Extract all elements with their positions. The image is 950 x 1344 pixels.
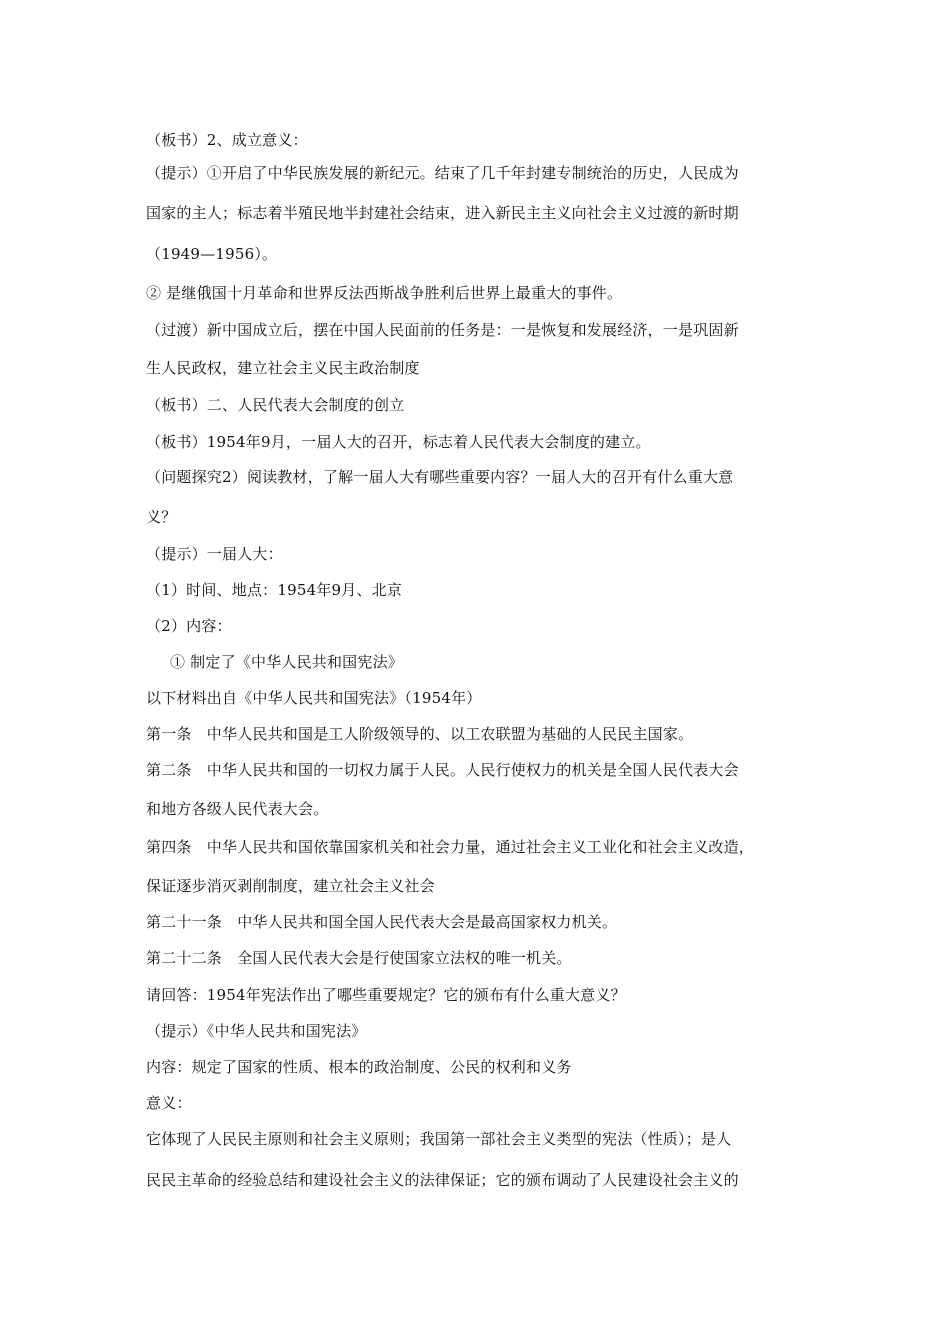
text-line: 请回答：1954年宪法作出了哪些重要规定？它的颁布有什么重大意义？ xyxy=(146,986,626,1004)
text-line: ② 是继俄国十月革命和世界反法西斯战争胜利后世界上最重大的事件。 xyxy=(146,284,623,302)
text-line: 民民主革命的经验总结和建设社会主义的法律保证；它的颁布调动了人民建设社会主义的 xyxy=(146,1171,739,1189)
text-line: （板书）二、人民代表大会制度的创立 xyxy=(146,396,405,414)
text-line: 义？ xyxy=(146,508,177,526)
text-line: ① 制定了《中华人民共和国宪法》 xyxy=(170,653,403,671)
text-line: 和地方各级人民代表大会。 xyxy=(146,800,329,818)
text-line: （提示）《中华人民共和国宪法》 xyxy=(146,1022,367,1040)
text-line: 国家的主人；标志着半殖民地半封建社会结束，进入新民主主义向社会主义过渡的新时期 xyxy=(146,204,739,222)
text-line: 意义： xyxy=(146,1094,192,1112)
text-line: 第二条 中华人民共和国的一切权力属于人民。人民行使权力的机关是全国人民代表大会 xyxy=(146,761,739,779)
text-line: 生人民政权，建立社会主义民主政治制度 xyxy=(146,359,420,377)
text-line: 第二十一条 中华人民共和国全国人民代表大会是最高国家权力机关。 xyxy=(146,913,618,931)
text-line: （问题探究2）阅读教材，了解一届人大有哪些重要内容？一届人大的召开有什么重大意 xyxy=(146,468,734,486)
text-line: （1）时间、地点：1954年9月、北京 xyxy=(146,581,403,599)
text-line: 以下材料出自《中华人民共和国宪法》（1954年） xyxy=(146,689,482,707)
text-line: 它体现了人民民主原则和社会主义原则；我国第一部社会主义类型的宪法（性质）；是人 xyxy=(146,1130,732,1148)
text-line: 第一条 中华人民共和国是工人阶级领导的、以工农联盟为基础的人民民主国家。 xyxy=(146,725,694,743)
text-line: 第四条 中华人民共和国依靠国家机关和社会力量，通过社会主义工业化和社会主义改造， xyxy=(146,838,755,856)
text-line: （提示）一届人大： xyxy=(146,545,283,563)
text-line: （1949—1956）。 xyxy=(146,245,278,263)
text-line: （提示）①开启了中华民族发展的新纪元。结束了几千年封建专制统治的历史，人民成为 xyxy=(146,164,739,182)
text-line: 保证逐步消灭剥削制度，建立社会主义社会 xyxy=(146,877,435,895)
text-line: （过渡）新中国成立后，摆在中国人民面前的任务是：一是恢复和发展经济，一是巩固新 xyxy=(146,321,739,339)
text-line: 内容：规定了国家的性质、根本的政治制度、公民的权利和义务 xyxy=(146,1058,572,1076)
text-line: （板书）2、成立意义： xyxy=(146,131,308,149)
text-line: 第二十二条 全国人民代表大会是行使国家立法权的唯一机关。 xyxy=(146,949,572,967)
text-line: （板书）1954年9月，一届人大的召开，标志着人民代表大会制度的建立。 xyxy=(146,433,651,451)
text-line: （2）内容： xyxy=(146,617,232,635)
